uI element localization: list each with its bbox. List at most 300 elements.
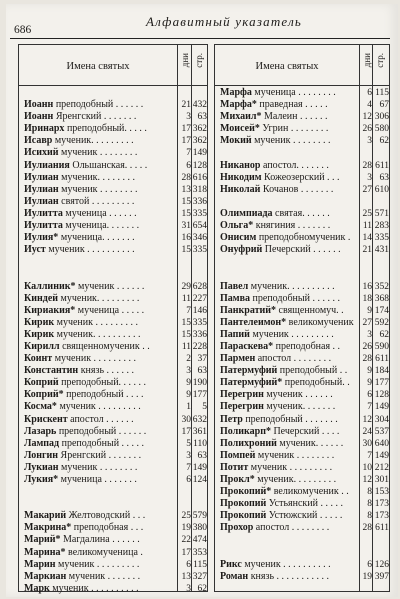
index-entry (215, 534, 389, 546)
index-entry (19, 365, 207, 377)
index-entry (215, 147, 389, 159)
saint-name: Онисим преподобномученик . (220, 232, 351, 244)
day-number: 21 (362, 245, 372, 256)
day-number: 15 (181, 208, 191, 219)
page-ref: 149 (192, 462, 207, 473)
page-ref: 628 (192, 281, 207, 292)
index-entry (19, 341, 207, 353)
index-entry (19, 160, 207, 172)
index-entry (19, 305, 207, 317)
saint-name: Николай Кочанов . . . . . . . (220, 183, 334, 195)
index-entry (215, 256, 389, 268)
index-entry (215, 160, 389, 172)
day-number: 7 (186, 148, 191, 159)
saint-name: Коприй* преподобный . . . . (24, 389, 144, 401)
saint-name: Перегрин мученик. . . . . . . (220, 401, 336, 413)
saint-name: Лампад преподобный . . . . . (24, 437, 145, 449)
day-number: 27 (362, 184, 372, 195)
index-entry (19, 87, 207, 99)
index-entry (215, 305, 389, 317)
page-ref: 177 (374, 378, 389, 389)
page-ref: 611 (375, 354, 389, 365)
page-ref: 115 (193, 559, 207, 570)
page-ref: 592 (374, 317, 389, 328)
page-ref: 335 (192, 317, 207, 328)
index-entry (215, 111, 389, 123)
index-entry (215, 244, 389, 256)
page-ref: 611 (375, 523, 389, 534)
index-entry (19, 220, 207, 232)
saint-name: Моисей* Угрин . . . . . . . . (220, 123, 329, 135)
index-entry (215, 232, 389, 244)
page-ref: 227 (192, 293, 207, 304)
day-number: 17 (181, 124, 191, 135)
index-entry (215, 438, 389, 450)
index-entry (215, 317, 389, 329)
day-number: 18 (362, 293, 372, 304)
page-ref: 352 (374, 281, 389, 292)
saint-name: Прокопий Устьянский . . . . . (220, 498, 343, 510)
day-number: 1 (186, 402, 191, 413)
index-entry (19, 317, 207, 329)
index-entry (19, 377, 207, 389)
saint-name: Ольга* княгиния . . . . . . . (220, 220, 331, 232)
saint-name: Никодим Кожеозерский . . . (220, 171, 340, 183)
page-ref: 62 (197, 583, 207, 594)
page-ref: 336 (192, 329, 207, 340)
index-entry (215, 474, 389, 486)
day-number: 26 (362, 341, 372, 352)
page-ref: 474 (192, 535, 207, 546)
index-entry (19, 534, 207, 546)
page-ref: 580 (374, 124, 389, 135)
day-number: 6 (186, 475, 191, 485)
day-number: 7 (186, 462, 191, 473)
index-page (6, 4, 398, 597)
index-entry (215, 268, 389, 280)
index-entry (19, 135, 207, 147)
day-number: 9 (367, 366, 372, 377)
day-number: 19 (362, 571, 372, 582)
page-ref: 128 (192, 160, 207, 171)
day-number: 15 (181, 317, 191, 328)
day-number: 16 (181, 233, 191, 244)
page-ref: 149 (374, 450, 389, 461)
index-entry (19, 99, 207, 111)
index-entry (215, 208, 389, 220)
page-ref: 616 (192, 172, 207, 183)
saint-name: Константин князь . . . . . . (24, 365, 135, 377)
day-number: 11 (181, 293, 191, 304)
index-entry (215, 462, 389, 474)
saint-name: Иоанн Яренгский . . . . . . . (24, 111, 137, 123)
day-number: 28 (362, 354, 372, 365)
index-entry (215, 353, 389, 365)
index-entry (19, 510, 207, 522)
index-entry (19, 583, 207, 595)
page-number: 686 (14, 24, 32, 36)
index-entry (19, 172, 207, 184)
day-number: 21 (181, 100, 191, 111)
page-ref: 115 (375, 88, 389, 98)
day-number: 17 (181, 426, 191, 437)
day-number: 8 (367, 511, 372, 522)
page-ref: 579 (192, 511, 207, 522)
index-entry (215, 510, 389, 522)
right-column-header (215, 45, 389, 86)
page-ref: 228 (192, 341, 207, 352)
page-ref: 63 (197, 450, 207, 461)
saint-name: Параскева* преподобная . . (220, 340, 341, 352)
saint-name: Никанор апостол. . . . . . . (220, 159, 329, 171)
index-entry (215, 184, 389, 196)
page-ref: 571 (374, 208, 389, 219)
saint-name: Прокопий* великомученик . . (220, 486, 349, 498)
day-number: 11 (181, 341, 191, 352)
page-ref: 63 (197, 112, 207, 123)
page-ref: 173 (374, 511, 389, 522)
saint-name: Исавр мученик. . . . . . . . . (24, 135, 134, 147)
day-number: 9 (186, 390, 191, 401)
index-entry (215, 377, 389, 389)
saint-name: Макрина* преподобная . . . (24, 522, 144, 534)
day-number: 16 (362, 281, 372, 292)
days-header: дни (359, 45, 372, 85)
day-number: 9 (367, 378, 372, 389)
page-ref: 184 (374, 366, 389, 377)
index-entry (19, 256, 207, 268)
day-number: 12 (362, 112, 372, 123)
saint-name: Роман князь . . . . . . . . . . . (220, 570, 330, 582)
day-number: 7 (186, 305, 191, 316)
pages-header: стр. (191, 45, 208, 85)
saint-name: Пармен апостол . . . . . . . . (220, 353, 332, 365)
saint-name: Павел мученик. . . . . . . . . . (220, 280, 335, 292)
index-entry (19, 281, 207, 293)
index-entry (215, 99, 389, 111)
index-entry (19, 232, 207, 244)
day-number: 26 (362, 124, 372, 135)
page-ref: 301 (374, 475, 389, 485)
index-entry (215, 559, 389, 571)
page-ref: 306 (374, 112, 389, 123)
saint-name: Иоанн преподобный . . . . . . (24, 99, 144, 111)
index-entry (19, 547, 207, 559)
day-number: 3 (367, 136, 372, 147)
index-entry (19, 184, 207, 196)
day-number: 8 (367, 499, 372, 510)
saint-name: Полихроний мученик. . . . . . (220, 437, 344, 449)
saint-name: Олимпиада святая. . . . . . (220, 207, 330, 219)
day-number: 5 (186, 438, 191, 449)
day-number: 19 (181, 523, 191, 534)
page-ref: 610 (374, 184, 389, 195)
page-ref: 640 (374, 438, 389, 449)
day-number: 6 (186, 559, 191, 570)
saint-name: Кирик мученик . . . . . . . . . (24, 316, 138, 328)
saint-name: Иулиан мученик . . . . . . . . (24, 183, 138, 195)
day-number: 9 (367, 305, 372, 316)
day-number: 3 (186, 366, 191, 377)
day-number: 24 (362, 426, 372, 437)
index-entry (215, 172, 389, 184)
day-number: 15 (181, 196, 191, 207)
index-entry (19, 438, 207, 450)
saint-name: Кирик мученик. . . . . . . . . . (24, 328, 141, 340)
saint-name: Коинт мученик . . . . . . . . . (24, 353, 137, 365)
saint-name: Прохор апостол . . . . . . . . (220, 522, 330, 534)
day-number: 6 (367, 390, 372, 401)
page-ref: 126 (374, 559, 389, 570)
index-entry (215, 414, 389, 426)
page-ref: 304 (374, 414, 389, 425)
saint-name: Иринарх преподобный. . . . . (24, 123, 147, 135)
saint-name: Кирилл священномученик . . (24, 340, 150, 352)
page-ref: 335 (192, 245, 207, 256)
saint-name: Онуфрий Печерский . . . . . . (220, 244, 341, 256)
page-ref: 590 (374, 341, 389, 352)
saint-name: Марфа* праведная . . . . . (220, 99, 328, 111)
day-number: 31 (181, 221, 191, 232)
page-ref: 212 (374, 462, 389, 473)
saint-name: Косма* мученик . . . . . . . . . (24, 401, 141, 413)
page-ref: 327 (192, 571, 207, 582)
page-ref: 611 (375, 160, 389, 171)
index-entry (215, 123, 389, 135)
left-column-header (19, 45, 207, 86)
index-entry (19, 147, 207, 159)
index-entry (19, 244, 207, 256)
index-entry (19, 329, 207, 341)
saint-name: Марк мученик . . . . . . . . . . (24, 582, 139, 594)
index-entry (215, 389, 389, 401)
saint-name: Маркиан мученик . . . . . . . (24, 570, 141, 582)
saint-name: Патермуфий* преподобный. . (220, 377, 350, 389)
saint-name: Иулиан святой . . . . . . . . . (24, 195, 135, 207)
page-ref: 63 (197, 366, 207, 377)
page-ref: 335 (192, 208, 207, 219)
page-ref: 128 (374, 390, 389, 401)
day-number: 25 (362, 208, 372, 219)
page-ref: 654 (192, 221, 207, 232)
page-ref: 283 (374, 221, 389, 232)
page-ref: 173 (374, 499, 389, 510)
page-ref: 397 (374, 571, 389, 582)
index-entry (19, 450, 207, 462)
saint-name: Иулиан мученик. . . . . . . . (24, 171, 136, 183)
page-ref: 361 (192, 426, 207, 437)
saint-name: Макарий Желтоводский . . . (24, 510, 146, 522)
page-ref: 362 (192, 124, 207, 135)
index-entry (19, 486, 207, 498)
saint-name: Марий* Магдалина . . . . . . (24, 534, 140, 546)
page-ref: 431 (374, 245, 389, 256)
day-number: 13 (181, 571, 191, 582)
day-number: 9 (186, 378, 191, 389)
page-ref: 63 (379, 172, 389, 183)
index-entry (215, 426, 389, 438)
saint-name: Патермуфий преподобный . . (220, 365, 348, 377)
page-ref: 346 (192, 233, 207, 244)
saint-name: Марина* великомученица . (24, 546, 143, 558)
day-number: 3 (186, 112, 191, 123)
page-ref: 149 (192, 148, 207, 159)
day-number: 12 (362, 414, 372, 425)
right-rows (215, 87, 389, 583)
day-number: 6 (186, 160, 191, 171)
day-number: 3 (186, 450, 191, 461)
index-entry (215, 196, 389, 208)
day-number: 6 (367, 88, 372, 98)
saint-name: Лукия* мученица . . . . . . . (24, 474, 137, 485)
day-number: 28 (362, 523, 372, 534)
names-header: Имена святых (66, 61, 130, 72)
page-ref: 110 (193, 438, 207, 449)
page-ref: 362 (192, 136, 207, 147)
saint-name: Иулия* мученица. . . . . . . (24, 232, 135, 244)
index-entry (215, 281, 389, 293)
day-number: 27 (362, 317, 372, 328)
index-entry (19, 426, 207, 438)
index-entry (215, 87, 389, 99)
page-ref: 149 (374, 402, 389, 413)
index-entry (215, 571, 389, 583)
saint-name: Поликарп* Печерский . . . . (220, 425, 340, 437)
page-ref: 62 (379, 136, 389, 147)
saint-name: Рикс мученик . . . . . . . . . . (220, 558, 331, 570)
day-number: 6 (367, 559, 372, 570)
day-number: 28 (181, 172, 191, 183)
saint-name: Памва преподобный . . . . . . (220, 292, 340, 304)
index-entry (19, 401, 207, 413)
index-entry (215, 450, 389, 462)
index-entry (215, 135, 389, 147)
saint-name: Прокл* мученик. . . . . . . . . (220, 474, 337, 485)
index-entry (215, 522, 389, 534)
saint-name: Панкратий* священномуч. . (220, 304, 344, 316)
names-header: Имена святых (255, 61, 319, 72)
saint-name: Крискент апостол . . . . . . (24, 413, 134, 425)
index-entry (215, 401, 389, 413)
saint-name: Папий мученик . . . . . . . . . (220, 328, 334, 340)
saint-name: Исихий мученик . . . . . . . . (24, 147, 138, 159)
index-entry (19, 462, 207, 474)
page-ref: 380 (192, 523, 207, 534)
left-index-column (18, 44, 208, 592)
page-ref: 62 (379, 329, 389, 340)
day-number: 28 (362, 160, 372, 171)
index-entry (19, 293, 207, 305)
day-number: 30 (362, 438, 372, 449)
saint-name: Михаил* Малеин . . . . . . (220, 111, 328, 123)
day-number: 11 (362, 221, 372, 232)
page-ref: 177 (192, 390, 207, 401)
page-ref: 37 (197, 354, 207, 365)
page-ref: 335 (374, 233, 389, 244)
page-ref: 336 (192, 196, 207, 207)
day-number: 3 (186, 583, 191, 594)
day-number: 25 (181, 511, 191, 522)
day-number: 4 (367, 100, 372, 111)
index-entry (19, 498, 207, 510)
index-entry (19, 414, 207, 426)
day-number: 3 (367, 329, 372, 340)
saint-name: Прокопий Устюжский . . . . . (220, 510, 343, 522)
running-title: Алфавитный указатель (146, 14, 303, 29)
saint-name: Лонгин Яренгский . . . . . . . (24, 449, 142, 461)
day-number: 3 (367, 172, 372, 183)
saint-name: Кириакия* мученица . . . . . (24, 304, 145, 316)
page-ref: 124 (192, 475, 207, 485)
index-entry (19, 522, 207, 534)
saint-name: Перегрин мученик . . . . . . (220, 389, 333, 401)
page-ref: 146 (192, 305, 207, 316)
page-ref: 67 (379, 100, 389, 111)
saint-name: Мокий мученик . . . . . . . . (220, 135, 331, 147)
index-entry (19, 196, 207, 208)
day-number: 22 (181, 535, 191, 546)
day-number: 7 (367, 450, 372, 461)
index-entry (19, 123, 207, 135)
index-entry (215, 329, 389, 341)
days-header: дни (177, 45, 191, 85)
index-entry (215, 220, 389, 232)
saint-name: Петр преподобный . . . . . . . (220, 413, 338, 425)
header-rule (10, 38, 390, 39)
index-entry (19, 353, 207, 365)
index-entry (215, 293, 389, 305)
index-entry (19, 389, 207, 401)
day-number: 2 (186, 354, 191, 365)
day-number: 17 (181, 136, 191, 147)
index-entry (19, 474, 207, 486)
day-number: 15 (181, 245, 191, 256)
index-entry (215, 365, 389, 377)
index-entry (19, 208, 207, 220)
index-entry (19, 571, 207, 583)
saint-name: Марин мученик . . . . . . . . . (24, 558, 140, 570)
pages-header: стр. (372, 45, 389, 85)
day-number: 12 (362, 475, 372, 485)
saint-name: Иулитта мученица. . . . . . . (24, 220, 140, 232)
saint-name: Лазарь преподобный . . . . . . (24, 425, 147, 437)
day-number: 17 (181, 547, 191, 558)
page-ref: 5 (202, 402, 207, 413)
saint-name: Киндей мученик. . . . . . . . . (24, 292, 140, 304)
saint-name: Лукиан мученик . . . . . . . . (24, 461, 138, 473)
page-ref: 353 (192, 547, 207, 558)
index-entry (215, 547, 389, 559)
day-number: 10 (362, 462, 372, 473)
saint-name: Марфа мученица . . . . . . . . (220, 87, 336, 98)
saint-name: Коприй преподобный. . . . . . (24, 377, 147, 389)
page-ref: 174 (374, 305, 389, 316)
day-number: 29 (181, 281, 191, 292)
day-number: 15 (181, 329, 191, 340)
left-rows (19, 87, 207, 595)
day-number: 13 (181, 184, 191, 195)
page-ref: 190 (192, 378, 207, 389)
day-number: 7 (367, 402, 372, 413)
saint-name: Иулиания Ольшанская. . . . . (24, 159, 148, 171)
saint-name: Потит мученик . . . . . . . . . (220, 461, 333, 473)
index-entry (215, 341, 389, 353)
saint-name: Пантелеимон* великомученик (220, 316, 354, 328)
page-ref: 153 (374, 487, 389, 498)
saint-name: Иуст мученик . . . . . . . . . . (24, 244, 135, 256)
index-entry (215, 498, 389, 510)
saint-name: Помпей мученик . . . . . . . . (220, 449, 335, 461)
